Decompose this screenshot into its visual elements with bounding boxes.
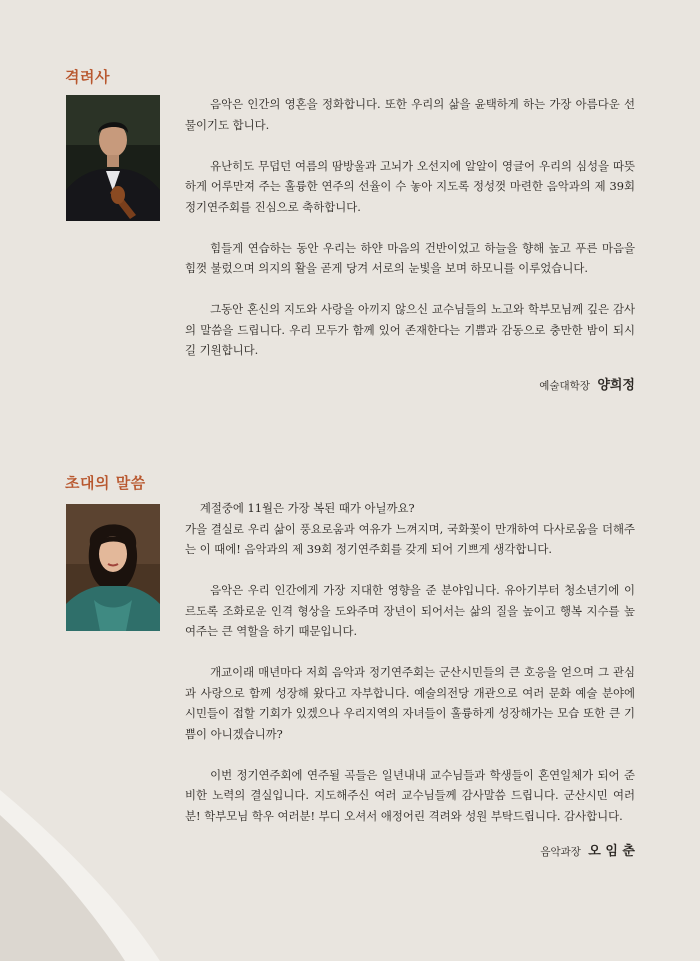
- paragraph: 그동안 혼신의 지도와 사랑을 아끼지 않으신 교수님들의 노고와 학부모님께 깊은 감사의 말씀을 드립니다. 우리 모두가 함께 있어 존재한다는 기쁨과 감동으로 충만한 밤이 되시길 기원합니다.: [185, 302, 635, 357]
- section-heading: 격려사: [65, 68, 110, 86]
- encouragement-text: [185, 94, 635, 361]
- paragraph: 개교이래 매년마다 저희 음악과 정기연주회는 군산시민들의 큰 호응을 얻으며 그 관심과 사랑으로 함께 성장해 왔다고 자부합니다. 예술의전당 개관으로 여러 문화 예술 분야에 시민들이 접할 기회가 있겠으나 우리지역의 자녀들이 훌륭하게 성장해가는 모습 또한 큰 기쁨이 아니겠습니까?: [185, 665, 635, 741]
- invitation-text: [185, 498, 635, 826]
- paragraph: 힘들게 연습하는 동안 우리는 하얀 마음의 건반이었고 하늘을 향해 높고 푸른 마음을 힘껏 불렀으며 의지의 활을 곧게 당겨 서로의 눈빛을 보며 하모니를 이루었습니다.: [185, 240, 635, 275]
- signature: [540, 840, 635, 859]
- signature-name: 양희정: [597, 378, 635, 393]
- signature-title: 예술대학장: [539, 380, 590, 392]
- dean-photo: [66, 95, 160, 221]
- paragraph: 음악은 인간의 영혼을 정화합니다. 또한 우리의 삶을 윤택하게 하는 가장 아름다운 선물이기도 합니다.: [185, 97, 635, 132]
- paragraph: 유난히도 무덥던 여름의 땀방울과 고뇌가 오선지에 알알이 영글어 우리의 심성을 따뜻하게 어루만져 주는 훌륭한 연주의 선율이 수 놓아 지도록 정성껏 마련한 음악과의 제 39회 정기연주회를 진심으로 축하합니다.: [185, 158, 635, 214]
- paragraph: 음악은 우리 인간에게 가장 지대한 영향을 준 분야입니다. 유아기부터 청소년기에 이르도록 조화로운 인격 형상을 도와주며 장년이 되어서는 삶의 질을 높이고 행복 지수를 높여주는 큰 역할을 하기 때문입니다.: [185, 583, 635, 638]
- signature: [539, 374, 635, 393]
- chair-photo: [66, 504, 160, 631]
- paragraph: 가을 결실로 우리 삶이 풍요로움과 여유가 느껴지며, 국화꽃이 만개하여 다사로움을 더해주는 이 때에! 음악과의 제 39회 정기연주회를 갖게 되어 기쁘게 생각합니다.: [185, 521, 635, 556]
- section-heading: 초대의 말씀: [65, 474, 146, 492]
- signature-title: 음악과장: [540, 846, 581, 858]
- signature-name: 오 임 춘: [588, 844, 635, 859]
- paragraph: 이번 정기연주회에 연주될 곡들은 일년내내 교수님들과 학생들이 혼연일체가 되어 준비한 노력의 결실입니다. 지도해주신 여러 교수님들께 감사말씀 드립니다. 군산시민 여러분! 학부모님 학우 여러분! 부디 오셔서 애정어린 격려와 성원 부탁드립니다. 감사합니다.: [185, 767, 635, 823]
- paragraph: 계절중에 11월은 가장 복된 때가 아닐까요?: [199, 501, 415, 515]
